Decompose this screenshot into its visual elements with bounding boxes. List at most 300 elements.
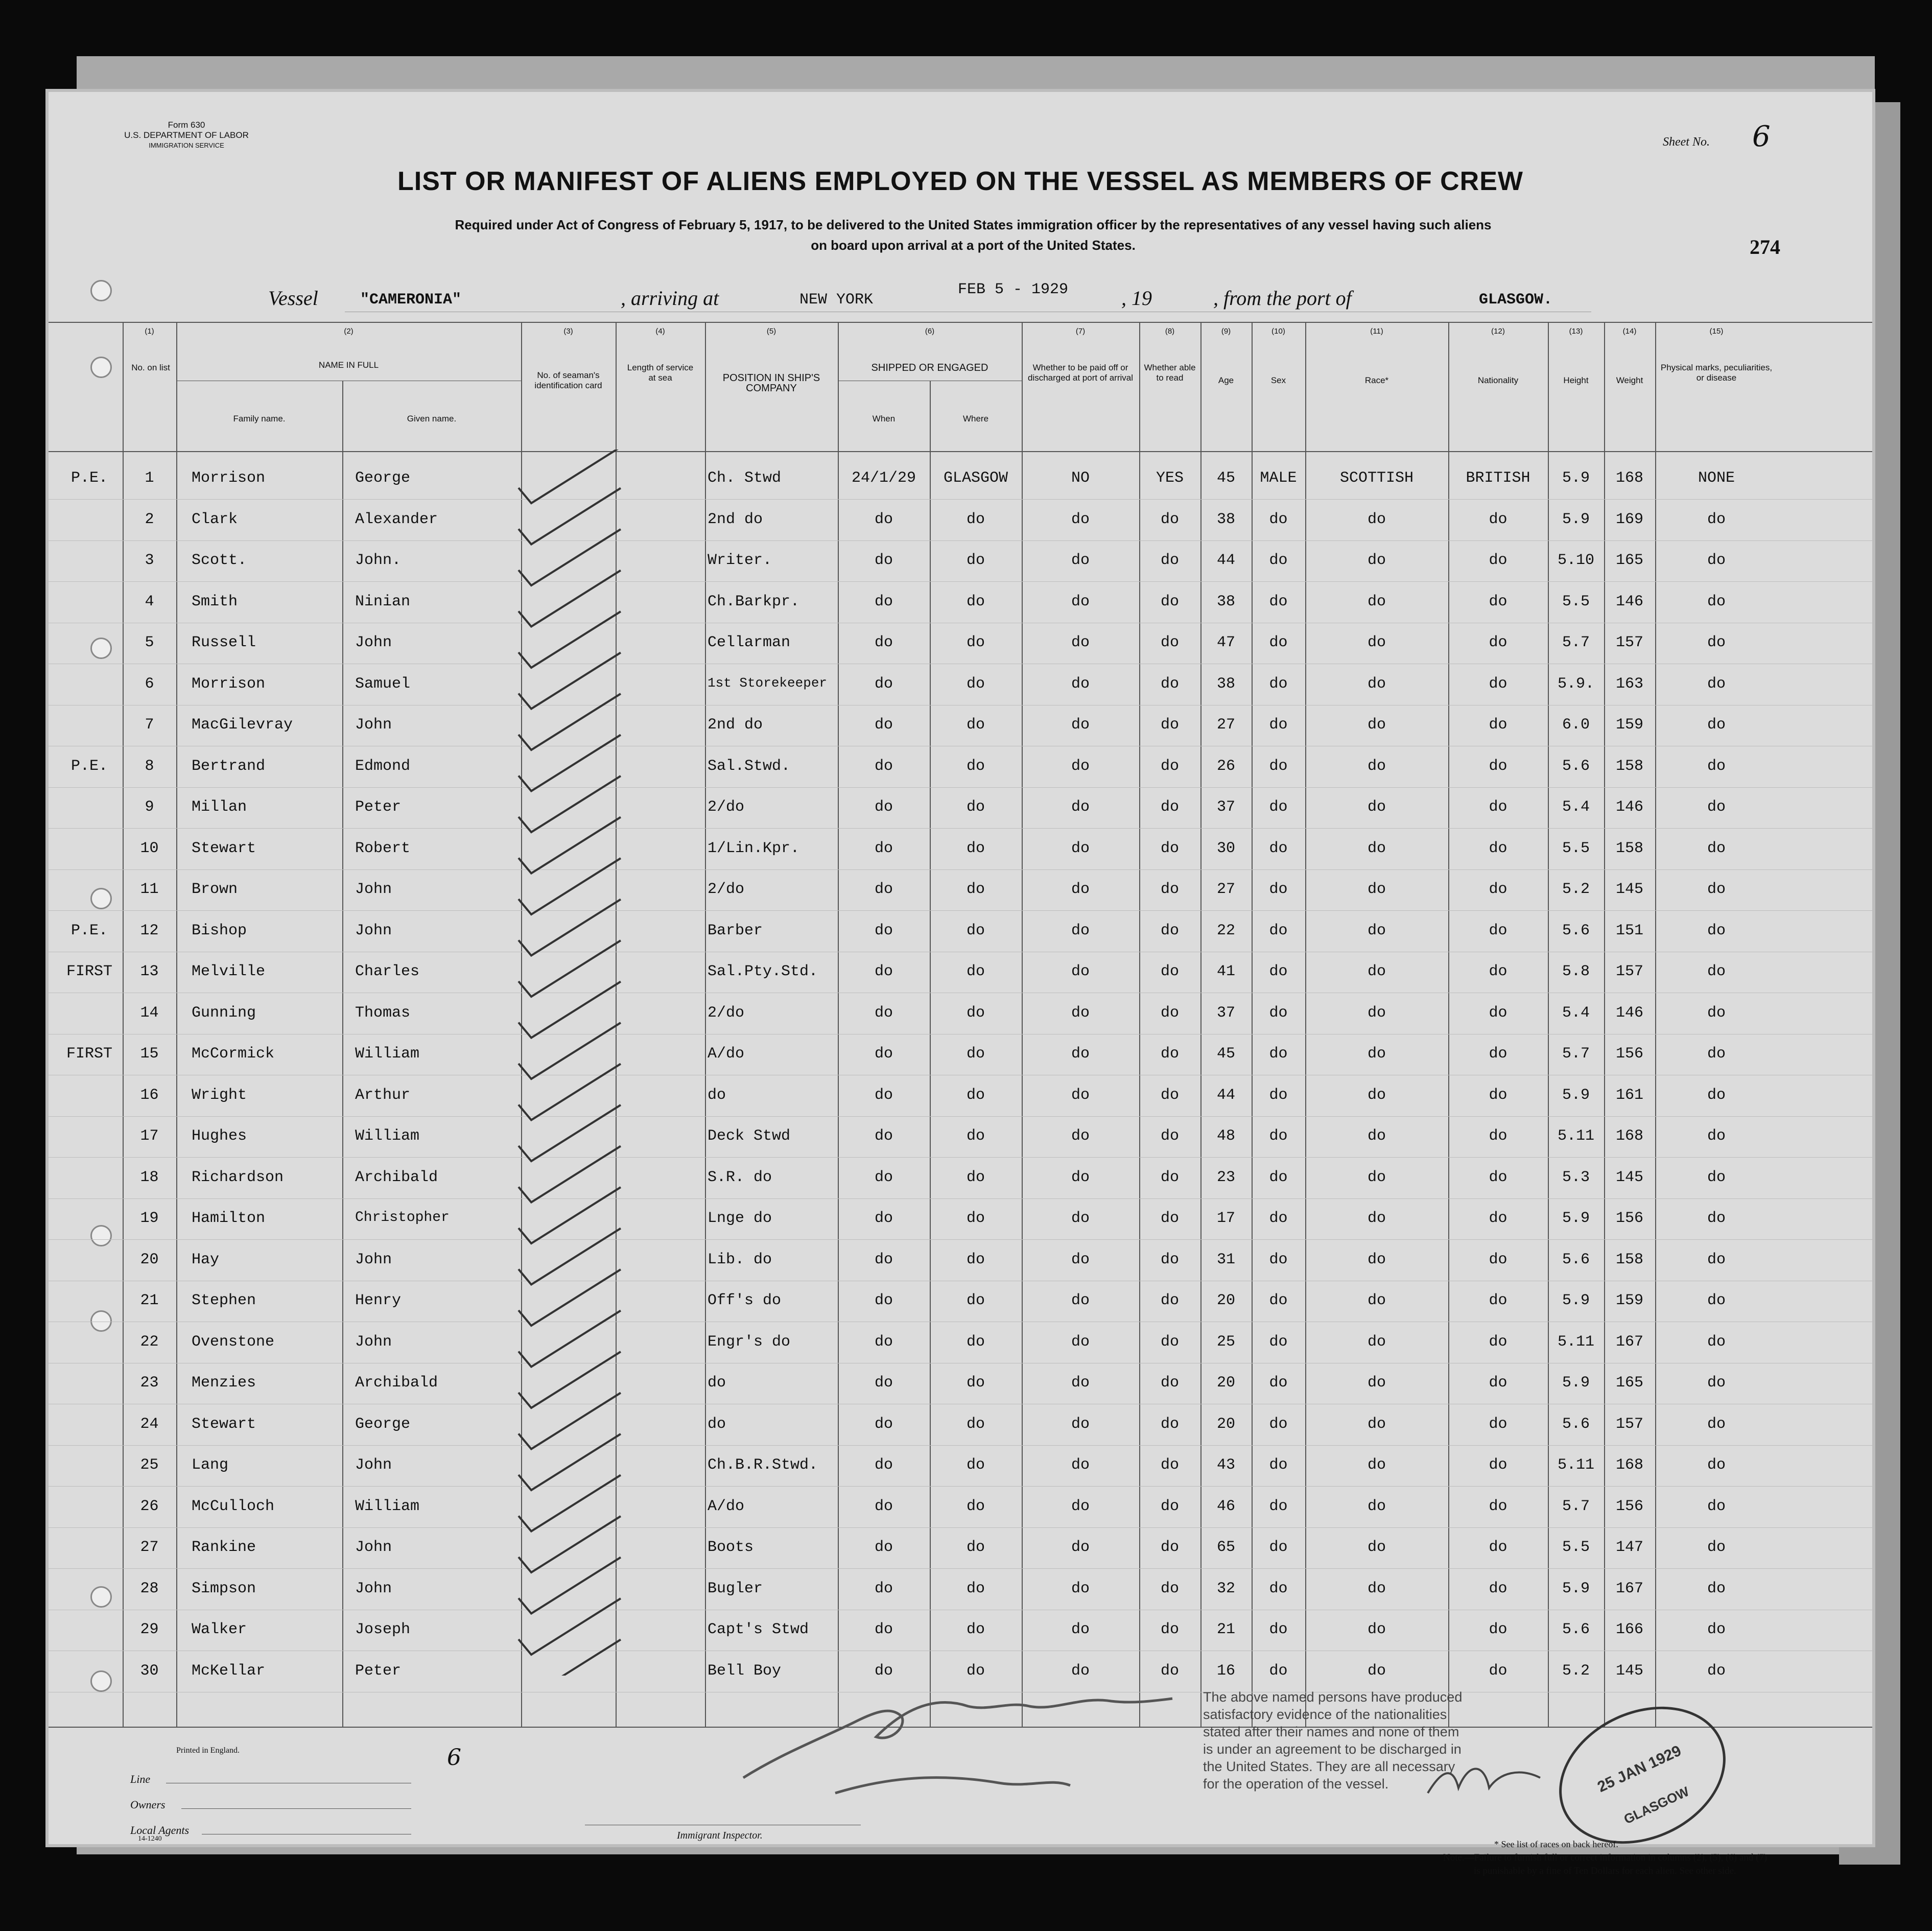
col-header-length-of-service: Length of service at sea (627, 363, 694, 383)
binder-hole (90, 357, 112, 378)
stamp-date: 25 JAN 1929 (1595, 1742, 1684, 1796)
cell-age: 16 (1216, 1662, 1235, 1680)
cell-weight: 151 (1615, 922, 1643, 939)
cell-when: do (874, 1415, 893, 1433)
from-port: GLASGOW. (1479, 291, 1553, 309)
owners-underline (181, 1808, 411, 1809)
cell-sex: MALE (1260, 469, 1297, 487)
cell-position: Ch.Barkpr. (708, 593, 800, 610)
cell-marks: do (1707, 1497, 1726, 1515)
cell-weight: 168 (1615, 469, 1643, 487)
cell-nat: do (1489, 798, 1507, 816)
cell-when: do (874, 798, 893, 816)
checkmark (519, 1146, 621, 1203)
cell-given: John (355, 634, 392, 651)
col-header-able-to-read: Whether able to read (1144, 363, 1196, 383)
manifest-subtitle (243, 215, 1704, 255)
form-department: U.S. DEPARTMENT OF LABOR (124, 130, 249, 140)
cell-height: 5.6 (1562, 1251, 1590, 1268)
cell-sex: do (1269, 922, 1288, 939)
cell-weight: 168 (1615, 1456, 1643, 1474)
cell-marks: do (1707, 1168, 1726, 1186)
cell-marks: do (1707, 881, 1726, 898)
cell-where: do (966, 922, 985, 939)
cell-age: 38 (1216, 593, 1235, 610)
cell-where: do (966, 1045, 985, 1063)
cell-marks: do (1707, 593, 1726, 610)
table-row (49, 911, 1872, 952)
cell-no: 13 (140, 963, 159, 980)
cell-position: A/do (708, 1497, 745, 1515)
cell-when: do (874, 1662, 893, 1680)
cell-position: 2/do (708, 881, 745, 898)
checkmark (519, 1105, 621, 1161)
cell-height: 5.2 (1562, 881, 1590, 898)
master-signature (723, 1676, 1213, 1808)
cell-no: 20 (140, 1251, 159, 1268)
cell-family: Morrison (192, 675, 266, 693)
cell-read: do (1160, 1662, 1179, 1680)
cell-weight: 156 (1615, 1497, 1643, 1515)
checkmark (519, 694, 621, 750)
cell-when: do (874, 922, 893, 939)
table-row (49, 1281, 1872, 1322)
cell-position: 2/do (708, 798, 745, 816)
cell-family: Simpson (192, 1580, 256, 1597)
cell-race: do (1367, 1251, 1386, 1268)
cell-read: do (1160, 798, 1179, 816)
cell-sex: do (1269, 963, 1288, 980)
cell-where: do (966, 1086, 985, 1104)
col-header-physical-marks: Physical marks, peculiarities, or disease (1660, 363, 1773, 383)
cell-marks: do (1707, 675, 1726, 693)
cell-paid: do (1071, 716, 1090, 734)
cell-paid: do (1071, 510, 1090, 528)
cell-paid: do (1071, 839, 1090, 857)
cell-height: 5.9 (1562, 1374, 1590, 1392)
cell-no: 1 (145, 469, 154, 487)
col-15-number: (15) (1709, 327, 1724, 336)
cell-weight: 146 (1615, 593, 1643, 610)
cell-weight: 156 (1615, 1210, 1643, 1227)
cell-given: Peter (355, 1662, 402, 1680)
cell-read: do (1160, 1621, 1179, 1638)
checkmark (519, 1640, 621, 1676)
cell-nat: do (1489, 1415, 1507, 1433)
cell-weight: 157 (1615, 1415, 1643, 1433)
cell-age: 37 (1216, 798, 1235, 816)
cell-when: do (874, 881, 893, 898)
year-label: , 19 (1121, 287, 1152, 310)
cell-position: Engr's do (708, 1333, 791, 1351)
cell-no: 29 (140, 1621, 159, 1638)
cell-position: Capt's Stwd (708, 1621, 809, 1638)
col-14-number: (14) (1622, 327, 1637, 336)
checkmark (519, 571, 621, 627)
col-header-given-name: Given name. (407, 414, 457, 423)
cell-where: do (966, 1251, 985, 1268)
cell-marks: do (1707, 510, 1726, 528)
cell-where: do (966, 716, 985, 734)
cell-where: do (966, 1456, 985, 1474)
cell-sex: do (1269, 1333, 1288, 1351)
cell-when: do (874, 510, 893, 528)
cell-family: Wright (192, 1086, 247, 1104)
cell-sex: do (1269, 1580, 1288, 1597)
cell-read: do (1160, 1374, 1179, 1392)
cell-read: do (1160, 1251, 1179, 1268)
table-row (49, 1158, 1872, 1198)
checkmark (519, 1269, 621, 1326)
cell-position: do (708, 1415, 726, 1433)
cell-nat: do (1489, 1456, 1507, 1474)
table-row (49, 746, 1872, 787)
cell-paid: do (1071, 1210, 1090, 1227)
checkmark (519, 940, 621, 997)
cell-paid: do (1071, 593, 1090, 610)
cell-where: do (966, 593, 985, 610)
table-row (49, 1527, 1872, 1568)
cell-height: 5.11 (1557, 1127, 1594, 1145)
cell-race: do (1367, 1210, 1386, 1227)
cell-when: do (874, 1333, 893, 1351)
cell-weight: 159 (1615, 716, 1643, 734)
cell-where: do (966, 1662, 985, 1680)
cell-family: Hughes (192, 1127, 247, 1145)
cell-height: 5.11 (1557, 1333, 1594, 1351)
cell-race: do (1367, 1539, 1386, 1556)
cell-age: 46 (1216, 1497, 1235, 1515)
cell-no: 11 (140, 881, 159, 898)
cell-no: 21 (140, 1292, 159, 1309)
cell-where: do (966, 1333, 985, 1351)
cell-family: Smith (192, 593, 238, 610)
cell-sex: do (1269, 1497, 1288, 1515)
cell-paid: do (1071, 1539, 1090, 1556)
cell-race: do (1367, 1456, 1386, 1474)
col-7-number: (7) (1075, 327, 1086, 336)
cell-family: Scott. (192, 552, 247, 569)
cell-age: 37 (1216, 1004, 1235, 1022)
cell-position: Ch. Stwd (708, 469, 782, 487)
checkmark (519, 1187, 621, 1243)
officer-initials (1418, 1747, 1550, 1808)
cell-given: William (355, 1497, 420, 1515)
cell-weight: 158 (1615, 839, 1643, 857)
cell-where: GLASGOW (943, 469, 1008, 487)
cell-marks: do (1707, 798, 1726, 816)
stamp-city: GLASGOW (1621, 1783, 1691, 1827)
cell-nat: BRITISH (1466, 469, 1530, 487)
manifest-sheet (49, 92, 1872, 1876)
checkmark (519, 1558, 621, 1614)
cell-age: 65 (1216, 1539, 1235, 1556)
cell-race: do (1367, 881, 1386, 898)
cell-sex: do (1269, 510, 1288, 528)
cell-where: do (966, 552, 985, 569)
cell-family: Bishop (192, 922, 247, 939)
cell-paid: do (1071, 1415, 1090, 1433)
cell-age: 26 (1216, 757, 1235, 775)
cell-race: do (1367, 510, 1386, 528)
cell-when: do (874, 675, 893, 693)
checkmark (519, 450, 621, 503)
cell-paid: do (1071, 1045, 1090, 1063)
cell-age: 25 (1216, 1333, 1235, 1351)
cell-family: Stewart (192, 839, 256, 857)
cell-where: do (966, 1621, 985, 1638)
cell-no: 16 (140, 1086, 159, 1104)
cell-marks: do (1707, 839, 1726, 857)
cell-height: 6.0 (1562, 716, 1590, 734)
col-3-number: (3) (563, 327, 573, 336)
cell-no: 14 (140, 1004, 159, 1022)
checkmark (519, 858, 621, 914)
cell-read: do (1160, 1333, 1179, 1351)
cell-marks: do (1707, 716, 1726, 734)
cell-weight: 146 (1615, 1004, 1643, 1022)
cell-age: 27 (1216, 716, 1235, 734)
checkmark (519, 982, 621, 1038)
cell-age: 20 (1216, 1415, 1235, 1433)
cell-no: 7 (145, 716, 154, 734)
cell-weight: 145 (1615, 881, 1643, 898)
cell-when: 24/1/29 (851, 469, 916, 487)
cell-read: do (1160, 1580, 1179, 1597)
printed-in-england: Printed in England. (176, 1746, 240, 1755)
cell-read: do (1160, 1539, 1179, 1556)
cell-age: 38 (1216, 675, 1235, 693)
checkmark (519, 1064, 621, 1120)
cell-position: Sal.Stwd. (708, 757, 791, 775)
cell-nat: do (1489, 552, 1507, 569)
cell-race: do (1367, 963, 1386, 980)
cell-age: 48 (1216, 1127, 1235, 1145)
cell-race: do (1367, 1168, 1386, 1186)
cell-age: 20 (1216, 1292, 1235, 1309)
checkmark (519, 1475, 621, 1532)
cell-given: Joseph (355, 1621, 411, 1638)
subtitle-line-1: Required under Act of Congress of February 5, 1917, to be delivered to the United States immigration officer by the representatives of any vessel having such aliens (455, 217, 1492, 232)
cell-given: John (355, 1456, 392, 1474)
binder-hole (90, 280, 112, 301)
cell-read: do (1160, 922, 1179, 939)
cell-family: Walker (192, 1621, 247, 1638)
cell-given: Peter (355, 798, 402, 816)
cell-read: do (1160, 1456, 1179, 1474)
col-4-number: (4) (655, 327, 665, 336)
cell-when: do (874, 1251, 893, 1268)
cell-where: do (966, 1580, 985, 1597)
cell-given: John (355, 1539, 392, 1556)
cell-no: 9 (145, 798, 154, 816)
cell-sex: do (1269, 1004, 1288, 1022)
cell-nat: do (1489, 675, 1507, 693)
cell-read: do (1160, 634, 1179, 651)
cell-nat: do (1489, 1168, 1507, 1186)
cell-weight: 167 (1615, 1580, 1643, 1597)
table-row (49, 705, 1872, 746)
cell-family: McCormick (192, 1045, 275, 1063)
checkmark (519, 776, 621, 832)
cell-marks: NONE (1698, 469, 1735, 487)
cell-height: 5.9 (1562, 1292, 1590, 1309)
cell-marks: do (1707, 1621, 1726, 1638)
cell-age: 38 (1216, 510, 1235, 528)
cell-paid: do (1071, 1292, 1090, 1309)
cell-family: Menzies (192, 1374, 256, 1392)
cell-marks: do (1707, 1580, 1726, 1597)
cell-marks: do (1707, 963, 1726, 980)
cell-sex: do (1269, 1251, 1288, 1268)
cell-no: 3 (145, 552, 154, 569)
col-header-nationality: Nationality (1477, 375, 1519, 385)
cell-read: do (1160, 1127, 1179, 1145)
cell-age: 45 (1216, 469, 1235, 487)
col-header-no-on-list: No. on list (131, 363, 170, 372)
table-row (49, 1404, 1872, 1445)
cell-nat: do (1489, 593, 1507, 610)
checkmark (519, 735, 621, 791)
checkmark (519, 1434, 621, 1490)
cell-marks: do (1707, 1662, 1726, 1680)
cell-when: do (874, 1086, 893, 1104)
cell-sex: do (1269, 839, 1288, 857)
cell-sex: do (1269, 1374, 1288, 1392)
col-header-race: Race* (1364, 375, 1389, 385)
cell-paid: do (1071, 675, 1090, 693)
checkmark (519, 529, 621, 585)
cell-race: do (1367, 1374, 1386, 1392)
cell-no: 15 (140, 1045, 159, 1063)
cell-where: do (966, 1539, 985, 1556)
cell-no: 5 (145, 634, 154, 651)
sheet-number: 6 (1752, 120, 1771, 153)
cell-marks: do (1707, 1210, 1726, 1227)
cell-where: do (966, 1292, 985, 1309)
table-row (49, 1240, 1872, 1281)
cell-family: Rankine (192, 1539, 256, 1556)
cell-race: do (1367, 1415, 1386, 1433)
col-header-sex: Sex (1270, 375, 1286, 385)
col-1-number: (1) (145, 327, 154, 336)
col-6-number: (6) (925, 327, 935, 336)
col-8-number: (8) (1165, 327, 1175, 336)
cell-weight: 159 (1615, 1292, 1643, 1309)
cell-weight: 165 (1615, 552, 1643, 569)
fine-note-line-1: Note.—Failure to furnish full or correct information in columns (2), (5), (6) and (7) (1443, 1852, 1768, 1863)
cell-read: do (1160, 716, 1179, 734)
cell-position: do (708, 1086, 726, 1104)
col-9-number: (9) (1221, 327, 1231, 336)
cell-weight: 158 (1615, 757, 1643, 775)
cell-family: Hamilton (192, 1210, 266, 1227)
cell-marks: do (1707, 1127, 1726, 1145)
table-row (49, 952, 1872, 993)
cell-where: do (966, 634, 985, 651)
cell-position: Bell Boy (708, 1662, 782, 1680)
cell-no: 24 (140, 1415, 159, 1433)
cell-read: do (1160, 675, 1179, 693)
cell-family: Bertrand (192, 757, 266, 775)
cell-weight: 165 (1615, 1374, 1643, 1392)
cell-sex: do (1269, 757, 1288, 775)
cell-paid: do (1071, 1333, 1090, 1351)
cell-family: Russell (192, 634, 256, 651)
col-2-number: (2) (344, 327, 354, 336)
cell-nat: do (1489, 1580, 1507, 1597)
cell-family: MacGilevray (192, 716, 293, 734)
cell-sex: do (1269, 716, 1288, 734)
form-header (120, 120, 253, 151)
cell-read: do (1160, 1292, 1179, 1309)
cell-position: 2nd do (708, 716, 763, 734)
races-note: * See list of races on back hereof. (1494, 1839, 1618, 1849)
arriving-port: NEW YORK (799, 291, 874, 309)
cell-height: 5.7 (1562, 1045, 1590, 1063)
cell-marks: do (1707, 1415, 1726, 1433)
cell-read: do (1160, 963, 1179, 980)
cell-race: do (1367, 552, 1386, 569)
cell-position: 1/Lin.Kpr. (708, 839, 800, 857)
cell-weight: 147 (1615, 1539, 1643, 1556)
cell-nat: do (1489, 510, 1507, 528)
cell-position: Off's do (708, 1292, 782, 1309)
cell-where: do (966, 675, 985, 693)
cell-sex: do (1269, 552, 1288, 569)
checkmark (519, 900, 621, 956)
cell-when: do (874, 1374, 893, 1392)
cell-when: do (874, 1004, 893, 1022)
cell-when: do (874, 1045, 893, 1063)
checkmark (519, 1229, 621, 1285)
cell-height: 5.6 (1562, 1621, 1590, 1638)
cell-nat: do (1489, 1333, 1507, 1351)
cell-position: Writer. (708, 552, 772, 569)
cell-marks: do (1707, 634, 1726, 651)
cell-sex: do (1269, 1539, 1288, 1556)
table-row (49, 787, 1872, 828)
cell-when: do (874, 716, 893, 734)
cell-race: do (1367, 757, 1386, 775)
cell-sex: do (1269, 1045, 1288, 1063)
cell-sex: do (1269, 798, 1288, 816)
cell-no: 12 (140, 922, 159, 939)
cell-given: John (355, 1333, 392, 1351)
cell-when: do (874, 1580, 893, 1597)
cell-read: do (1160, 1415, 1179, 1433)
cell-race: do (1367, 922, 1386, 939)
cell-nat: do (1489, 634, 1507, 651)
cell-nat: do (1489, 1086, 1507, 1104)
checkmark (519, 1393, 621, 1449)
cell-given: Henry (355, 1292, 402, 1309)
cell-when: do (874, 552, 893, 569)
cell-nat: do (1489, 1662, 1507, 1680)
cell-paid: do (1071, 1497, 1090, 1515)
cell-when: do (874, 963, 893, 980)
cell-height: 5.5 (1562, 839, 1590, 857)
cell-sex: do (1269, 1456, 1288, 1474)
cell-height: 5.9. (1557, 675, 1594, 693)
cell-no: 4 (145, 593, 154, 610)
cell-mark: P.E. (70, 757, 108, 775)
table-row (49, 829, 1872, 869)
cell-height: 5.5 (1562, 1539, 1590, 1556)
table-row (49, 458, 1872, 499)
cell-race: do (1367, 1086, 1386, 1104)
cell-read: do (1160, 1004, 1179, 1022)
